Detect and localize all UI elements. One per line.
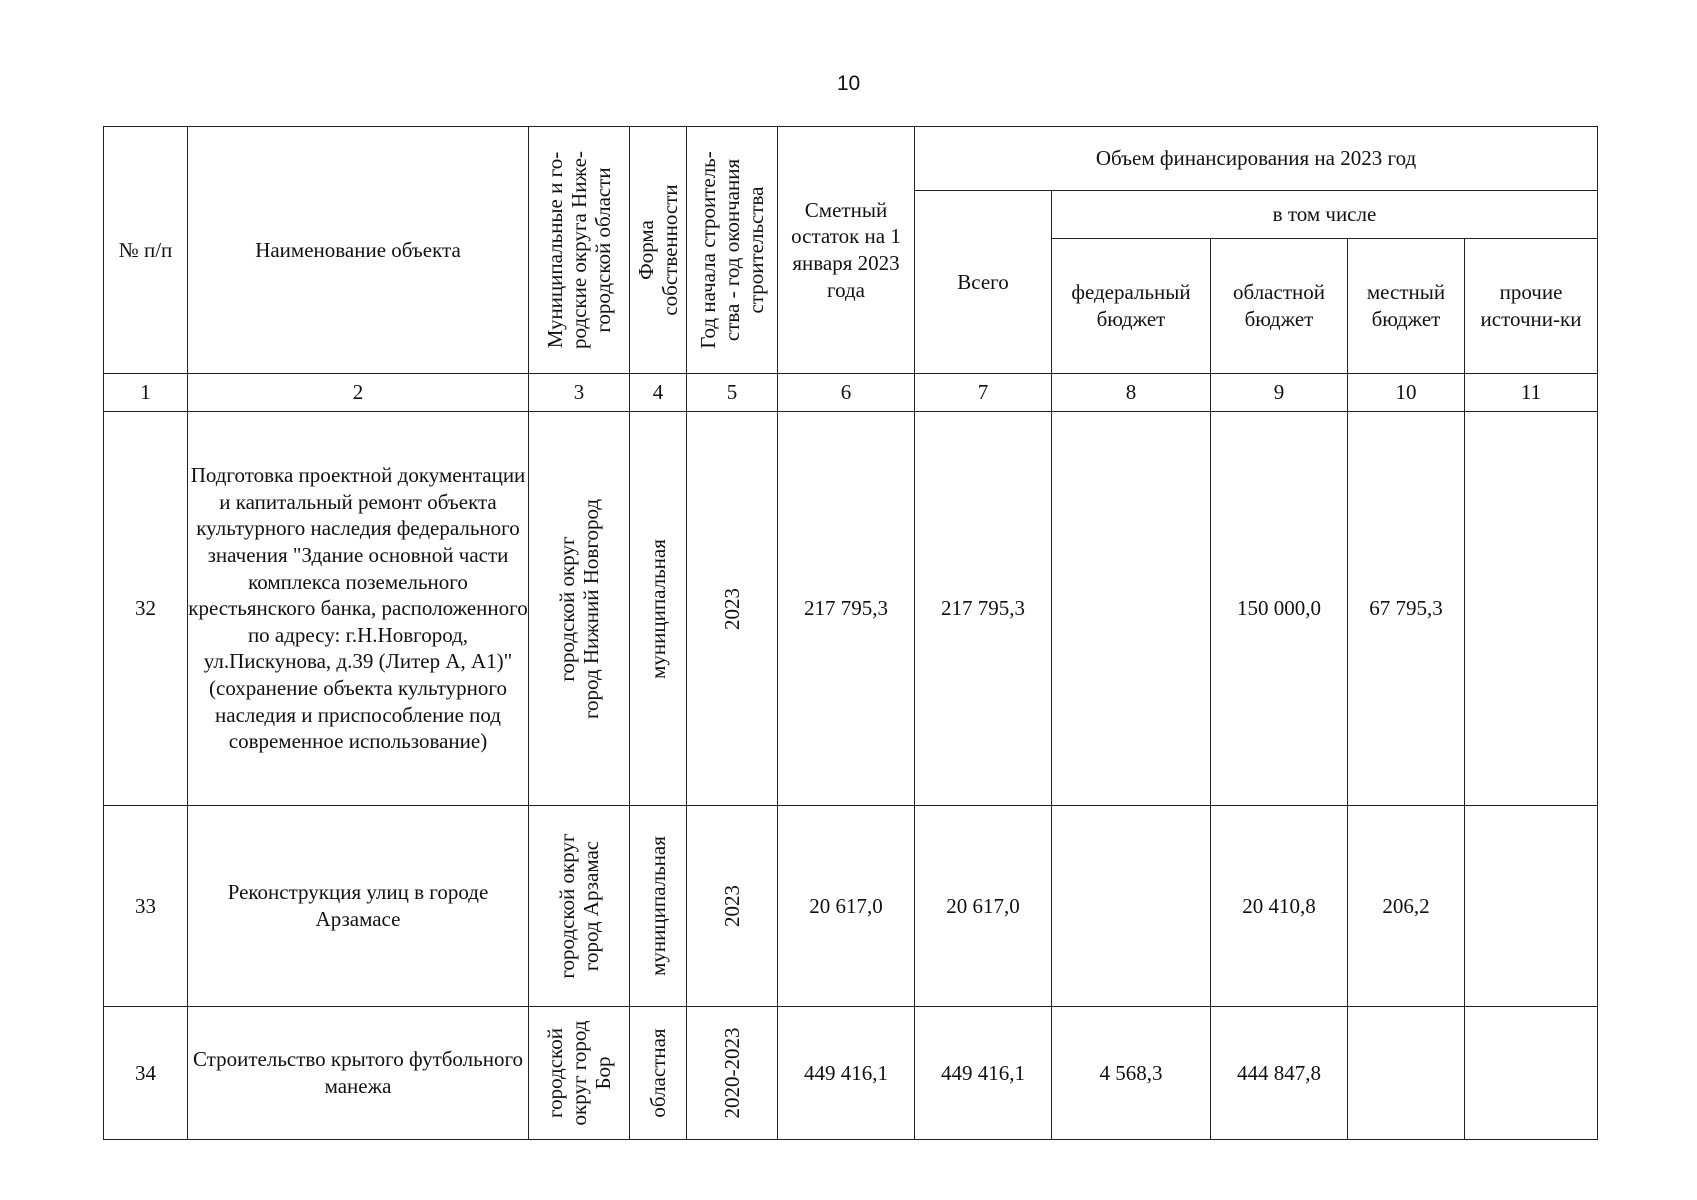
object-name: Подготовка проектной документации и капитальный ремонт объекта культурного наследия федерального значения "Здание основной части комплекса поземельного крестьянского банка, расположенного по адресу: г.Н.Новгород, ул.Пискунова, д.39 (Литер А, А1)" (сохранение объекта культурного наследия и приспособление под современное использование) [188, 412, 529, 806]
header-years-line: строительства [744, 186, 769, 314]
ownership-cell [630, 806, 687, 1007]
regional-value: 444 847,8 [1211, 1007, 1348, 1140]
municipality-line: городской округ [554, 833, 579, 979]
federal-value [1052, 412, 1211, 806]
federal-value: 4 568,3 [1052, 1007, 1211, 1140]
regional-value: 150 000,0 [1211, 412, 1348, 806]
municipality-line: округ город [566, 1020, 591, 1126]
municipality-line: городской [542, 1028, 567, 1118]
ownership-cell [630, 412, 687, 806]
object-name: Строительство крытого футбольного манежа [188, 1007, 529, 1140]
header-local: местный бюджет [1348, 239, 1465, 374]
other-value [1465, 806, 1598, 1007]
column-number: 4 [630, 374, 687, 412]
balance-value: 217 795,3 [778, 412, 915, 806]
column-numbers-row [104, 374, 1598, 412]
header-funding: Объем финансирования на 2023 год [915, 127, 1598, 191]
balance-value: 449 416,1 [778, 1007, 915, 1140]
financing-table [103, 126, 1598, 1140]
column-number: 9 [1211, 374, 1348, 412]
header-years-line: Год начала строитель- [695, 151, 720, 349]
ownership-text: областная [645, 1028, 670, 1118]
column-number: 8 [1052, 374, 1211, 412]
column-number: 6 [778, 374, 915, 412]
header-ownership [630, 127, 687, 374]
total-value: 20 617,0 [915, 806, 1052, 1007]
municipality-cell [529, 1007, 630, 1140]
header-years [687, 127, 778, 374]
column-number: 11 [1465, 374, 1598, 412]
row-number: 32 [104, 412, 188, 806]
table-row [104, 806, 1598, 1007]
column-number: 1 [104, 374, 188, 412]
header-municipality-line: Муниципальные и го- [542, 151, 567, 349]
header-ownership-line: собственности [658, 184, 682, 316]
total-value: 449 416,1 [915, 1007, 1052, 1140]
local-value: 206,2 [1348, 806, 1465, 1007]
table-row [104, 1007, 1598, 1140]
header-including: в том числе [1052, 191, 1598, 239]
header-row-1 [104, 127, 1598, 191]
header-no: № п/п [104, 127, 188, 374]
years-text: 2020-2023 [719, 1027, 744, 1119]
municipality-line: город Нижний Новгород [579, 498, 603, 719]
years-cell [687, 412, 778, 806]
balance-value: 20 617,0 [778, 806, 915, 1007]
ownership-cell [630, 1007, 687, 1140]
header-ownership-line: Форма [633, 220, 658, 280]
column-number: 2 [188, 374, 529, 412]
object-name: Реконструкция улиц в городе Арзамасе [188, 806, 529, 1007]
row-number: 34 [104, 1007, 188, 1140]
page-number: 10 [836, 72, 861, 95]
header-balance: Сметный остаток на 1 января 2023 года [778, 127, 915, 374]
other-value [1465, 412, 1598, 806]
header-municipality [529, 127, 630, 374]
municipality-line: Бор [591, 1056, 616, 1090]
years-text: 2023 [719, 885, 744, 927]
column-number: 5 [687, 374, 778, 412]
years-cell [687, 806, 778, 1007]
municipality-cell [529, 806, 630, 1007]
column-number: 7 [915, 374, 1052, 412]
row-number: 33 [104, 806, 188, 1007]
municipality-line: город Арзамас [579, 840, 603, 972]
header-name: Наименование объекта [188, 127, 529, 374]
local-value: 67 795,3 [1348, 412, 1465, 806]
regional-value: 20 410,8 [1211, 806, 1348, 1007]
column-number: 10 [1348, 374, 1465, 412]
years-text: 2023 [719, 587, 744, 630]
municipality-cell [529, 412, 630, 806]
header-federal: федеральный бюджет [1052, 239, 1211, 374]
other-value [1465, 1007, 1598, 1140]
years-cell [687, 1007, 778, 1140]
header-total: Всего [915, 191, 1052, 374]
ownership-text: муниципальная [645, 836, 670, 976]
header-years-line: ства - год окончания [719, 158, 744, 342]
header-municipality-line: городской области [591, 167, 616, 333]
column-number: 3 [529, 374, 630, 412]
header-municipality-line: родские округа Ниже- [566, 151, 591, 349]
federal-value [1052, 806, 1211, 1007]
table-row [104, 412, 1598, 806]
local-value [1348, 1007, 1465, 1140]
header-other: прочие источни-ки [1465, 239, 1598, 374]
header-regional: областной бюджет [1211, 239, 1348, 374]
total-value: 217 795,3 [915, 412, 1052, 806]
ownership-text: муниципальная [645, 538, 670, 679]
municipality-line: городской округ [554, 535, 579, 682]
